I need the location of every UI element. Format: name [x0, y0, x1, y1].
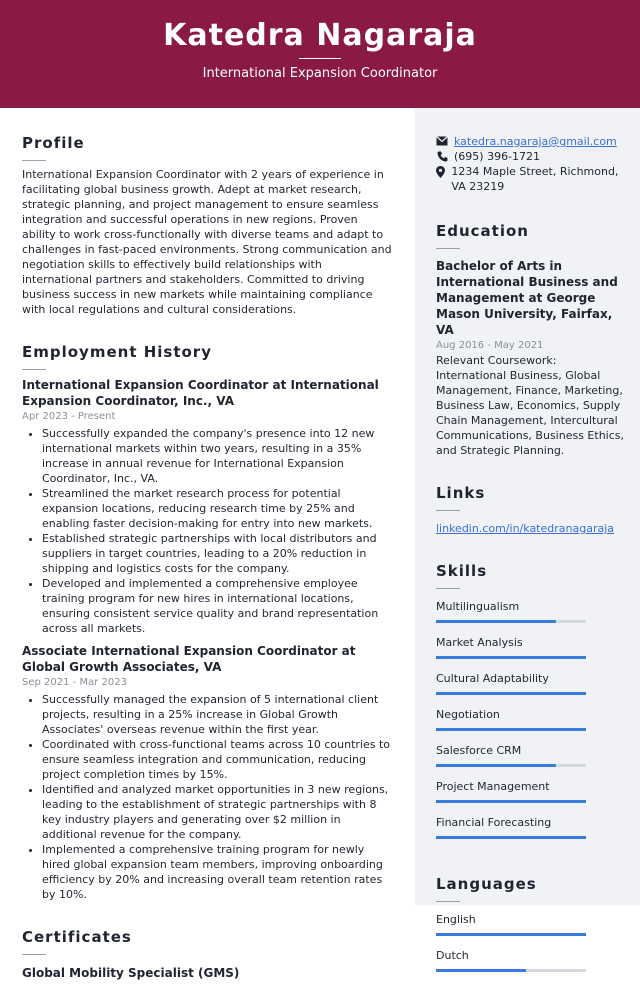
job-date: Sep 2021 - Mar 2023 — [22, 677, 127, 688]
job-bullet: • Implemented a comprehensive training program for newly hired global expansion team members, improving onboarding efficiency by 20% and increasing overall team retention rates by 10%. — [42, 842, 392, 902]
job-bullet: • Identified and analyzed market opportunities in 3 new regions, leading to the establishment of strategic partnerships with 8 key industry players and generating over $2 million in additional revenue for the company. — [42, 782, 392, 842]
language-level-bar — [436, 969, 586, 972]
job-bullets — [22, 426, 392, 636]
education-degree: Bachelor of Arts in International Business and Management at George Mason University, Fairfax, VA — [436, 259, 618, 337]
address-text: 1234 Maple Street, Richmond, VA 23219 — [451, 165, 619, 193]
skill-level-fill — [436, 620, 556, 623]
languages-heading: Languages — [436, 875, 537, 893]
skill-name: Financial Forecasting — [436, 816, 552, 829]
section-divider — [22, 369, 46, 370]
section-divider — [436, 510, 460, 511]
links-heading: Links — [436, 484, 486, 502]
skill-level-bar — [436, 620, 586, 623]
skill-level-fill — [436, 800, 586, 803]
job-bullet: • Streamlined the market research process for potential expansion locations, reducing research time by 25% and enabling faster decision-making for entry into new markets. — [42, 486, 392, 531]
section-divider — [436, 588, 460, 589]
skill-level-fill — [436, 656, 586, 659]
skill-level-bar — [436, 800, 586, 803]
job-bullet: • Developed and implemented a comprehensive employee training program for new hires in international locations, ensuring consistent service quality and brand representation across all markets. — [42, 576, 392, 636]
phone-icon — [436, 149, 448, 162]
skill-item — [436, 599, 626, 623]
linkedin-link[interactable]: linkedin.com/in/katedranagaraja — [436, 522, 615, 535]
skill-level-bar — [436, 764, 586, 767]
language-item — [436, 948, 626, 972]
skill-level-bar — [436, 656, 586, 659]
profile-text: International Expansion Coordinator with 2 years of experience in facilitating global business growth. Adept at market research, strategic planning, and project management to ensure seamless integration and successful operations in new regions. Proven ability to work cross-functionally with diverse teams and adapt to challenges in fast-paced environments. Strong communication and negotiation skills to effectively build relationships with international partners and stakeholders. Committed to driving business success in new markets while maintaining compliance with local regulations and cultural considerations. — [22, 168, 392, 316]
skill-level-fill — [436, 764, 556, 767]
certificates-heading: Certificates — [22, 928, 132, 946]
language-name: Dutch — [436, 949, 469, 962]
education-date: Aug 2016 - May 2021 — [436, 340, 544, 351]
resume-header — [0, 0, 640, 108]
header-divider — [299, 58, 341, 59]
skill-item — [436, 635, 626, 659]
certificate-item: Global Mobility Specialist (GMS) — [22, 966, 240, 980]
skill-name: Project Management — [436, 780, 550, 793]
section-divider — [436, 901, 460, 902]
job-date: Apr 2023 - Present — [22, 411, 116, 422]
job-title: Associate International Expansion Coordinator at Global Growth Associates, VA — [22, 644, 356, 674]
job-bullet: • Successfully managed the expansion of 5 international client projects, resulting in a 25% increase in Global Growth Associates' overseas revenue within the first year. — [42, 692, 392, 737]
skill-item — [436, 671, 626, 695]
sidebar — [415, 108, 640, 962]
map-pin-icon — [436, 164, 445, 178]
skill-item — [436, 743, 626, 767]
education-heading: Education — [436, 222, 529, 240]
skill-item — [436, 815, 626, 839]
skill-level-fill — [436, 728, 586, 731]
contact-address-row — [436, 164, 626, 194]
skill-name: Market Analysis — [436, 636, 523, 649]
job-bullet: • Successfully expanded the company's presence into 12 new international markets within two years, resulting in a 35% increase in annual revenue for International Expansion Coordinator, Inc., VA. — [42, 426, 392, 486]
languages-list — [436, 912, 626, 972]
skill-name: Negotiation — [436, 708, 500, 721]
section-divider — [22, 160, 46, 161]
language-item — [436, 912, 626, 936]
skill-level-fill — [436, 836, 586, 839]
profile-heading: Profile — [22, 134, 85, 152]
phone-text: (695) 396-1721 — [454, 150, 541, 163]
email-link[interactable]: katedra.nagaraja@gmail.com — [454, 135, 617, 148]
job-bullets — [22, 692, 392, 902]
skill-item — [436, 779, 626, 803]
skill-level-fill — [436, 692, 586, 695]
section-divider — [22, 954, 46, 955]
skill-level-bar — [436, 728, 586, 731]
language-level-bar — [436, 933, 586, 936]
envelope-icon — [436, 134, 448, 146]
employment-heading: Employment History — [22, 343, 212, 361]
job-entry — [22, 643, 392, 902]
skills-heading: Skills — [436, 562, 488, 580]
job-entry — [22, 377, 392, 636]
candidate-title: International Expansion Coordinator — [202, 66, 438, 81]
skills-list — [436, 599, 626, 839]
skill-name: Salesforce CRM — [436, 744, 522, 757]
language-level-fill — [436, 933, 586, 936]
language-name: English — [436, 913, 476, 926]
language-level-fill — [436, 969, 526, 972]
education-coursework: Relevant Coursework: International Business, Global Management, Finance, Marketing, Business Law, Economics, Supply Chain Management, Intercultural Communications, Business Ethics, and Strategic Planning. — [436, 354, 624, 457]
job-bullet: • Coordinated with cross-functional teams across 10 countries to ensure seamless integration and communication, reducing project completion times by 15%. — [42, 737, 392, 782]
skill-item — [436, 707, 626, 731]
candidate-name: Katedra Nagaraja — [163, 18, 477, 53]
skill-name: Multilingualism — [436, 600, 520, 613]
job-bullet: • Established strategic partnerships with local distributors and suppliers in target countries, leading to a 20% reduction in shipping and logistics costs for the company. — [42, 531, 392, 576]
section-divider — [436, 248, 460, 249]
contact-phone-row — [436, 149, 626, 164]
skill-name: Cultural Adaptability — [436, 672, 549, 685]
skill-level-bar — [436, 836, 586, 839]
job-title: International Expansion Coordinator at International Expansion Coordinator, Inc., VA — [22, 378, 379, 408]
main-column — [22, 108, 392, 981]
skill-level-bar — [436, 692, 586, 695]
contact-email-row — [436, 134, 626, 149]
